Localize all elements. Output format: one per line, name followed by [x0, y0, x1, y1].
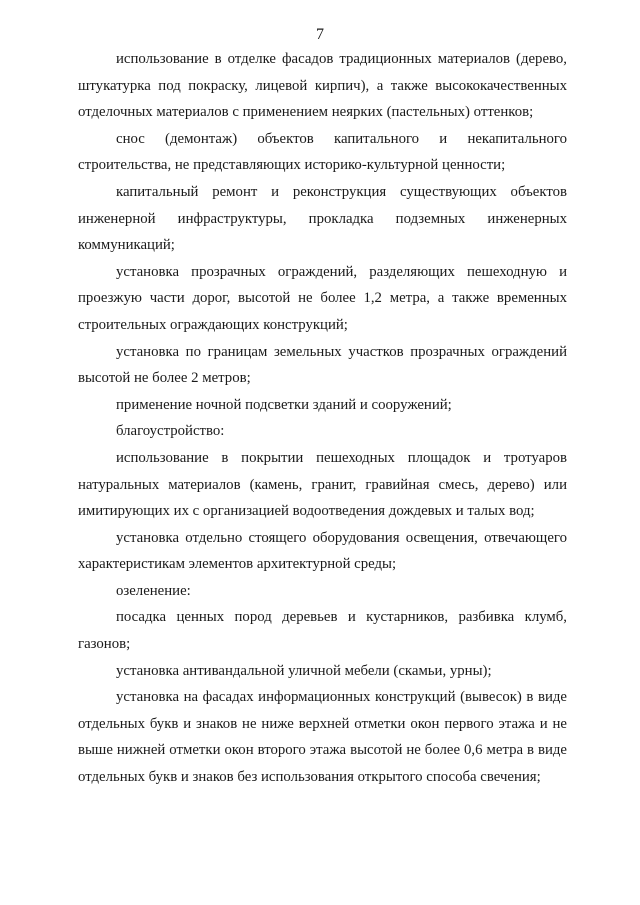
paragraph: установка по границам земельных участков прозрачных ограждений высотой не более 2 метров;	[78, 343, 567, 387]
paragraph: установка отдельно стоящего оборудования освещения, отвечающего характеристикам элементов архитектурной среды;	[78, 529, 567, 573]
document-body	[78, 46, 567, 791]
paragraph: озеленение:	[116, 582, 191, 599]
paragraph: использование в отделке фасадов традиционных материалов (дерево, штукатурка под покраску, лицевой кирпич), а также высококачественных отделочных материалов с применением неярких (пастельных) оттенков;	[78, 51, 567, 121]
paragraph: установка прозрачных ограждений, разделяющих пешеходную и проезжую части дорог, высотой не более 1,2 метра, а также временных строительных ограждающих конструкций;	[78, 263, 567, 333]
paragraph: применение ночной подсветки зданий и сооружений;	[116, 396, 452, 413]
paragraph: благоустройство:	[116, 423, 225, 440]
paragraph: капитальный ремонт и реконструкция существующих объектов инженерной инфраструктуры, прокладка подземных инженерных коммуникаций;	[78, 183, 567, 254]
paragraph: посадка ценных пород деревьев и кустарников, разбивка клумб, газонов;	[78, 609, 567, 653]
page-number: 7	[316, 26, 324, 43]
paragraph: установка антивандальной уличной мебели (скамьи, урны);	[116, 662, 492, 679]
paragraph: использование в покрытии пешеходных площадок и тротуаров натуральных материалов (камень, гранит, гравийная смесь, дерево) или имитирующих их с организацией водоотведения дождевых и талых вод;	[78, 449, 567, 520]
paragraph: снос (демонтаж) объектов капитального и некапитального строительства, не представляющих историко-культурной ценности;	[78, 130, 567, 174]
paragraph: установка на фасадах информационных конструкций (вывесок) в виде отдельных букв и знаков не ниже верхней отметки окон первого этажа и не выше нижней отметки окон второго этажа высотой не более 0,6 метра в виде отдельных букв и знаков без использования открытого способа свечения;	[78, 689, 567, 786]
